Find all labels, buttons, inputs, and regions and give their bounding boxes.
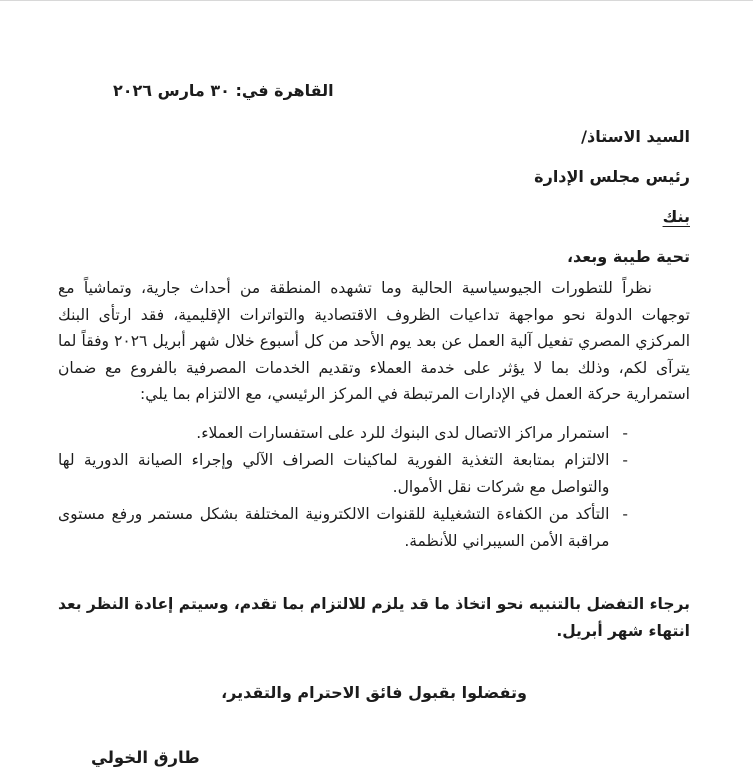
body-paragraph: نظراً للتطورات الجيوسياسية الحالية وما تشهده المنطقة من أحداث جارية، وتماشياً مع توجهات الدولة نحو مواجهة تداعيات الظروف الاقتصادية والتواترات الإقليمية، فقد ارتأى البنك المركزي المصري تفعيل آلية العمل عن بعد يوم الأحد من كل أسبوع خلال شهر أبريل ٢٠٢٦ وفقاً لما يترآى لكم، وذلك بما لا يؤثر على خدمة العملاء وتقديم الخدمات المصرفية بالفروع مع ضمان استمرارية حركة العمل في الإدارات المرتبطة في المركز الرئيسي، مع الالتزام بما يلي: (58, 279, 690, 403)
bullet-list (58, 420, 690, 555)
recipient-organization (58, 205, 690, 228)
bullet-item (58, 420, 628, 447)
closing-line: وتفضلوا بقبول فائق الاحترام والتقدير، (221, 682, 527, 702)
recipient-salutation: السيد الاستاذ/ (581, 127, 690, 146)
request-paragraph: برجاء التفضل بالتنبيه نحو اتخاذ ما قد يلزم للالتزام بما تقدم، وسيتم إعادة النظر بعد انتهاء شهر أبريل. (58, 594, 690, 640)
signature-name: طارق الخولي (91, 747, 200, 767)
greeting-line: تحية طيبة وبعد، (566, 247, 690, 266)
bullet-text: التأكد من الكفاءة التشغيلية للقنوات الالكترونية المختلفة بشكل مستمر ورفع مستوى مراقبة الأمن السيبراني للأنظمة. (58, 504, 610, 550)
dash-marker: - (622, 423, 628, 442)
date-line: القاهرة في: ٣٠ مارس ٢٠٢٦ (113, 81, 334, 100)
dash-marker: - (622, 504, 628, 523)
bullet-item (58, 501, 628, 555)
bullet-text: الالتزام بمتابعة التغذية الفورية لماكينات الصراف الآلي وإجراء الصيانة الدورية لها والتواصل مع شركات نقل الأموال. (58, 450, 610, 496)
bullet-item (58, 447, 628, 501)
recipient-block (58, 125, 690, 268)
bullet-text: استمرار مراكز الاتصال لدى البنوك للرد على استفسارات العملاء. (196, 423, 610, 442)
recipient-title: رئيس مجلس الإدارة (534, 167, 690, 186)
recipient-organization-text: بنك (662, 207, 690, 226)
dash-marker: - (622, 450, 628, 469)
